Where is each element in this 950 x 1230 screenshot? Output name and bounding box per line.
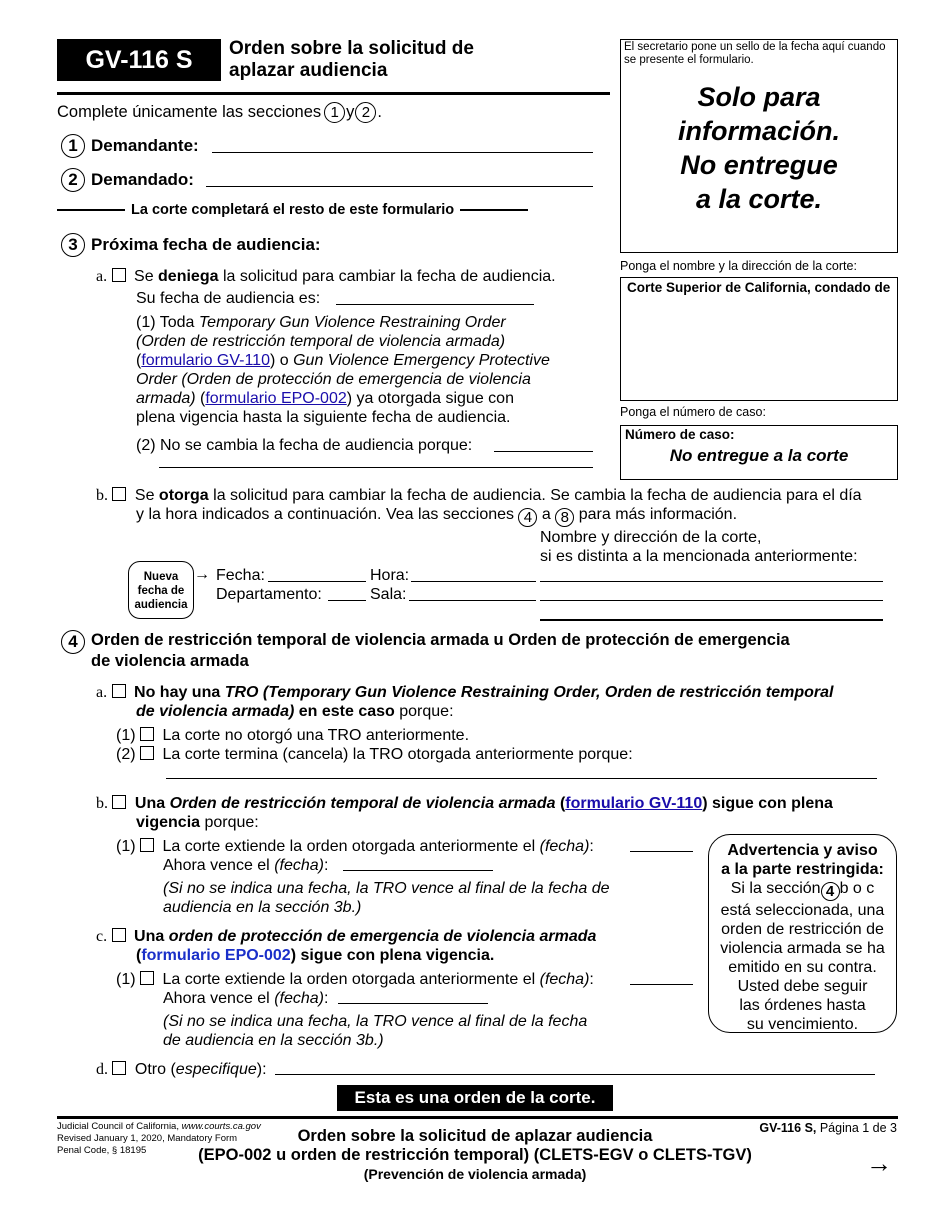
page-number: GV-116 S, Página 1 de 3 <box>759 1121 897 1135</box>
section-2 <box>61 168 194 192</box>
fecha-label: Fecha: <box>216 567 265 584</box>
clerk-note: El secretario pone un sello de la fecha aquí cuando se presente el formulario. <box>624 41 886 66</box>
new-hearing-date-badge: Nueva fecha de audiencia <box>128 561 194 619</box>
section-3b: b. Se otorga la solicitud para cambiar la fecha de audiencia. Se cambia la fecha de audiencia para el día y la hora indicados a continuación. Vea las secciones 4 a 8 para más información. <box>96 487 862 526</box>
header-rule <box>57 92 610 95</box>
section-1 <box>61 134 199 158</box>
form-id-badge: GV-116 S <box>57 39 221 81</box>
form-gv110-link[interactable]: formulario GV-110 <box>565 795 703 812</box>
sala-label: Sala: <box>370 586 407 603</box>
form-epo002-link[interactable]: formulario EPO-002 <box>141 947 291 964</box>
defendant-label: Demandado: <box>91 170 194 189</box>
warning-box: Advertencia y aviso a la parte restringida: Si la sección 4 b o c está seleccionada, una orden de restricción de violencia armada se ha emitido en su contra. Usted debe seguir las órdenes hasta su vencimiento. <box>708 834 897 1033</box>
no-change-reason-field[interactable] <box>494 451 593 452</box>
section-number: 2 <box>61 168 85 192</box>
section-4c: c. Una orden de protección de emergencia de violencia armada (formulario EPO-002) sigue con plena vigencia. <box>96 928 597 964</box>
section-4a: a. No hay una TRO (Temporary Gun Violence Restraining Order, Orden de restricción temporal de violencia armada) en este caso porque: <box>96 684 834 720</box>
hearing-date-label: Su fecha de audiencia es: <box>136 290 321 307</box>
alt-court-field-2[interactable] <box>540 600 883 601</box>
form-title: Orden sobre la solicitud de aplazar audiencia <box>229 38 474 81</box>
case-number-box[interactable]: Número de caso: No entregue a la corte <box>620 425 898 480</box>
section-4a-options: (1) La corte no otorgó una TRO anteriormente. (2) La corte termina (cancela) la TRO otorgada anteriormente porque: <box>116 727 633 763</box>
section-3a-1: (1) Toda Temporary Gun Violence Restraining Order (Orden de restricción temporal de violencia armada) (formulario GV-110) o Gun Violence Emergency Protective Order (Orden de protección de emergencia de violencia armada) (formulario EPO-002) ya otorgada sigue con plena vigencia hasta la siguiente fecha de audiencia. <box>136 314 550 426</box>
tro-extend-date-field[interactable] <box>630 851 693 852</box>
no-change-reason-field-2[interactable] <box>159 467 593 468</box>
court-box-label: Ponga el nombre y la dirección de la corte: <box>620 259 857 273</box>
epo-extend-date-field[interactable] <box>630 984 693 985</box>
fecha-field[interactable] <box>268 581 366 582</box>
section-4d: d. Otro (especifique): <box>96 1061 267 1078</box>
termination-reason-field[interactable] <box>166 778 877 779</box>
alt-court-label: Nombre y dirección de la corte, si es distinta a la mencionada anteriormente: <box>540 529 858 565</box>
tro-expires-field[interactable] <box>343 870 493 871</box>
epo-note: (Si no se indica una fecha, la TRO vence al final de la fecha de audiencia en la sección 3b.) <box>163 1013 588 1049</box>
section-4b-1: (1) La corte extiende la orden otorgada anteriormente el (fecha): <box>116 838 594 855</box>
section-ref: 8 <box>555 508 574 527</box>
epo-expires-field[interactable] <box>338 1003 488 1004</box>
other-checkbox[interactable] <box>112 1061 126 1075</box>
epo-expires-label: Ahora vence el (fecha): <box>163 990 329 1007</box>
arrow-icon: → <box>194 566 210 583</box>
tro-note: (Si no se indica una fecha, la TRO vence al final de la fecha de audiencia en la sección 3b.) <box>163 880 610 916</box>
epo-continues-checkbox[interactable] <box>112 928 126 942</box>
alt-court-field-1[interactable] <box>540 581 883 582</box>
no-tro-checkbox[interactable] <box>112 684 126 698</box>
alt-court-field-3[interactable] <box>540 619 883 621</box>
hora-field[interactable] <box>411 581 536 582</box>
hora-label: Hora: <box>370 567 410 584</box>
court-completes-divider: La corte completará el resto de este formulario <box>57 202 586 218</box>
section-ref: 4 <box>518 508 537 527</box>
section-4b: b. Una Orden de restricción temporal de violencia armada (formulario GV-110) sigue con plena vigencia porque: <box>96 795 833 831</box>
sala-field[interactable] <box>409 600 536 601</box>
section-number: 3 <box>61 233 85 257</box>
form-epo002-link[interactable]: formulario EPO-002 <box>205 390 347 407</box>
section-4c-1: (1) La corte extiende la orden otorgada anteriormente el (fecha): <box>116 971 594 988</box>
section-ref: 2 <box>355 102 376 123</box>
other-field[interactable] <box>275 1074 875 1075</box>
epo-extend-checkbox[interactable] <box>140 971 154 985</box>
case-box-label: Ponga el número de caso: <box>620 405 766 419</box>
grant-checkbox[interactable] <box>112 487 126 501</box>
form-gv110-link[interactable]: formulario GV-110 <box>141 352 270 369</box>
depto-label: Departamento: <box>216 586 322 603</box>
footer-rule <box>57 1116 898 1119</box>
section-3a: a. Se deniega la solicitud para cambiar la fecha de audiencia. <box>96 268 556 285</box>
tro-terminated-checkbox[interactable] <box>140 746 154 760</box>
tro-expires-label: Ahora vence el (fecha): <box>163 857 329 874</box>
section-number: 1 <box>61 134 85 158</box>
plaintiff-label: Demandante: <box>91 136 199 155</box>
court-order-banner: Esta es una orden de la corte. <box>337 1085 613 1111</box>
tro-extend-checkbox[interactable] <box>140 838 154 852</box>
defendant-field[interactable] <box>206 186 593 187</box>
no-prior-tro-checkbox[interactable] <box>140 727 154 741</box>
footer-left: Judicial Council of California, www.courts.ca.gov Revised January 1, 2020, Mandatory Form Penal Code, § 18195 <box>57 1121 261 1156</box>
plaintiff-field[interactable] <box>212 152 593 153</box>
section-4-heading: 4 Orden de restricción temporal de violencia armada u Orden de protección de emergencia de violencia armada <box>61 630 790 672</box>
section-number: 4 <box>61 630 85 654</box>
next-page-arrow-icon[interactable]: → <box>866 1148 892 1178</box>
court-name-box[interactable]: Corte Superior de California, condado de <box>620 277 898 401</box>
intro-line: Complete únicamente las secciones 1 y 2 . <box>57 103 382 121</box>
hearing-date-field[interactable] <box>336 304 534 305</box>
clerk-stamp-box <box>620 39 898 253</box>
section-ref: 1 <box>324 102 345 123</box>
no-change-reason-label: (2) No se cambia la fecha de audiencia porque: <box>136 437 473 454</box>
depto-field[interactable] <box>328 600 366 601</box>
stamp-text: Solo para información. No entregue a la corte. <box>677 82 840 214</box>
deny-checkbox[interactable] <box>112 268 126 282</box>
tro-continues-checkbox[interactable] <box>112 795 126 809</box>
footer-title: Orden sobre la solicitud de aplazar audiencia (EPO-002 u orden de restricción temporal) (CLETS-EGV o CLETS-TGV) (Prevención de violencia armada) <box>198 1127 752 1182</box>
section-3-heading: 3 Próxima fecha de audiencia: <box>61 233 321 257</box>
section-ref: 4 <box>821 882 840 901</box>
